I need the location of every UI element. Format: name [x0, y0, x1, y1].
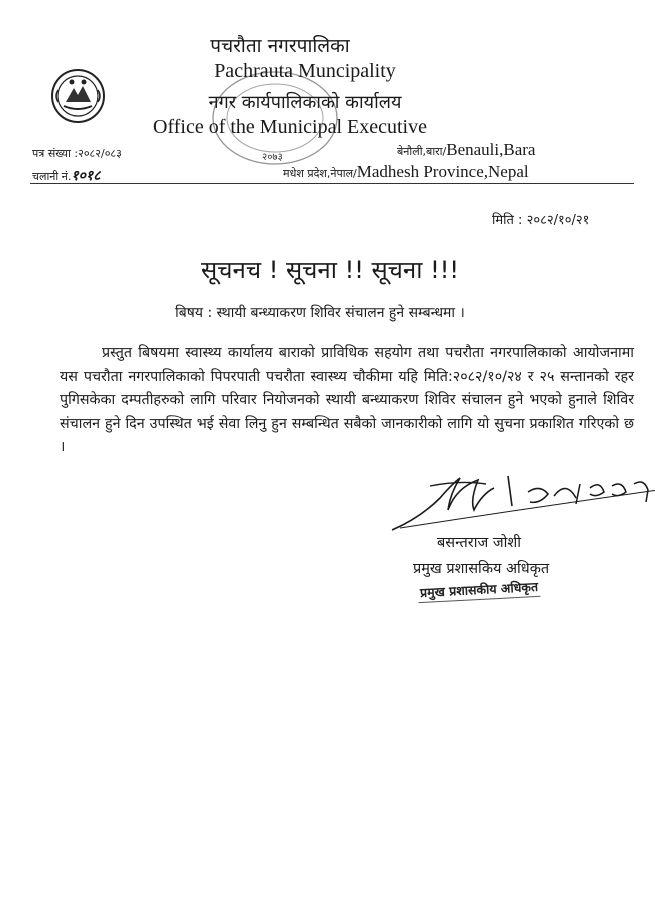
- seal-year: २०७३: [262, 152, 283, 163]
- notice-date: मिति : २०८२/१०/२१: [492, 213, 590, 228]
- designation-stamp: प्रमुख प्रशासकीय अधिकृत: [418, 578, 541, 603]
- dispatch-label: चलानी नं.: [32, 170, 72, 183]
- notice-title: सूचनच ! सूचना !! सूचना !!!: [201, 256, 459, 284]
- province-row: [283, 162, 529, 182]
- location-english: Benauli,Bara: [446, 140, 536, 159]
- location-nepali: बेनौली,बारा/: [397, 145, 447, 158]
- header-divider: [30, 183, 634, 184]
- province-nepali: मधेश प्रदेश,नेपाल/: [283, 167, 357, 180]
- reference-number: पत्र संख्या :२०८२/०८३: [32, 147, 122, 160]
- notice-subject: बिषय : स्थायी बन्ध्याकरण शिविर संचालन हुने सम्बन्धमा ।: [175, 305, 465, 321]
- municipality-name-nepali: पचरौता नगरपालिका: [210, 35, 350, 57]
- signer-designation: प्रमुख प्रशासकिय अधिकृत: [413, 561, 550, 577]
- office-name-nepali: नगर कार्यपालिकाको कार्यालय: [208, 92, 402, 113]
- notice-body: प्रस्तुत बिषयमा स्वास्थ्य कार्यालय बाराको प्राविधिक सहयोग तथा पचरौता नगरपालिकाको आयोजनामा यस पचरौता नगरपालिकाको पिपरपाती पचरौता स्वास्थ्य चौकीमा यहि मिति:२०८२/१०/२४ र २५ सन्तानको रहर पुगिसकेका दम्पतीहरुको लागि परिवार नियोजनको स्थायी बन्ध्याकरण शिविर संचालन हुने भएको हुनाले शिविर संचालन हुने दिन उपस्थित भई सेवा लिनु हुन सम्बन्धित सबैको जानकारीको लागि यो सुचना प्रकाशित गरिएको छ ।: [60, 345, 634, 455]
- dispatch-number: १०१८: [71, 168, 101, 184]
- signer-name: बसन्तराज जोशी: [437, 535, 521, 551]
- municipality-name-english: Pachrauta Muncipality: [214, 60, 396, 82]
- handwritten-signature: [390, 458, 655, 536]
- province-english: Madhesh Province,Nepal: [356, 162, 529, 181]
- office-name-english: Office of the Municipal Executive: [153, 116, 427, 138]
- location-row: [397, 140, 535, 160]
